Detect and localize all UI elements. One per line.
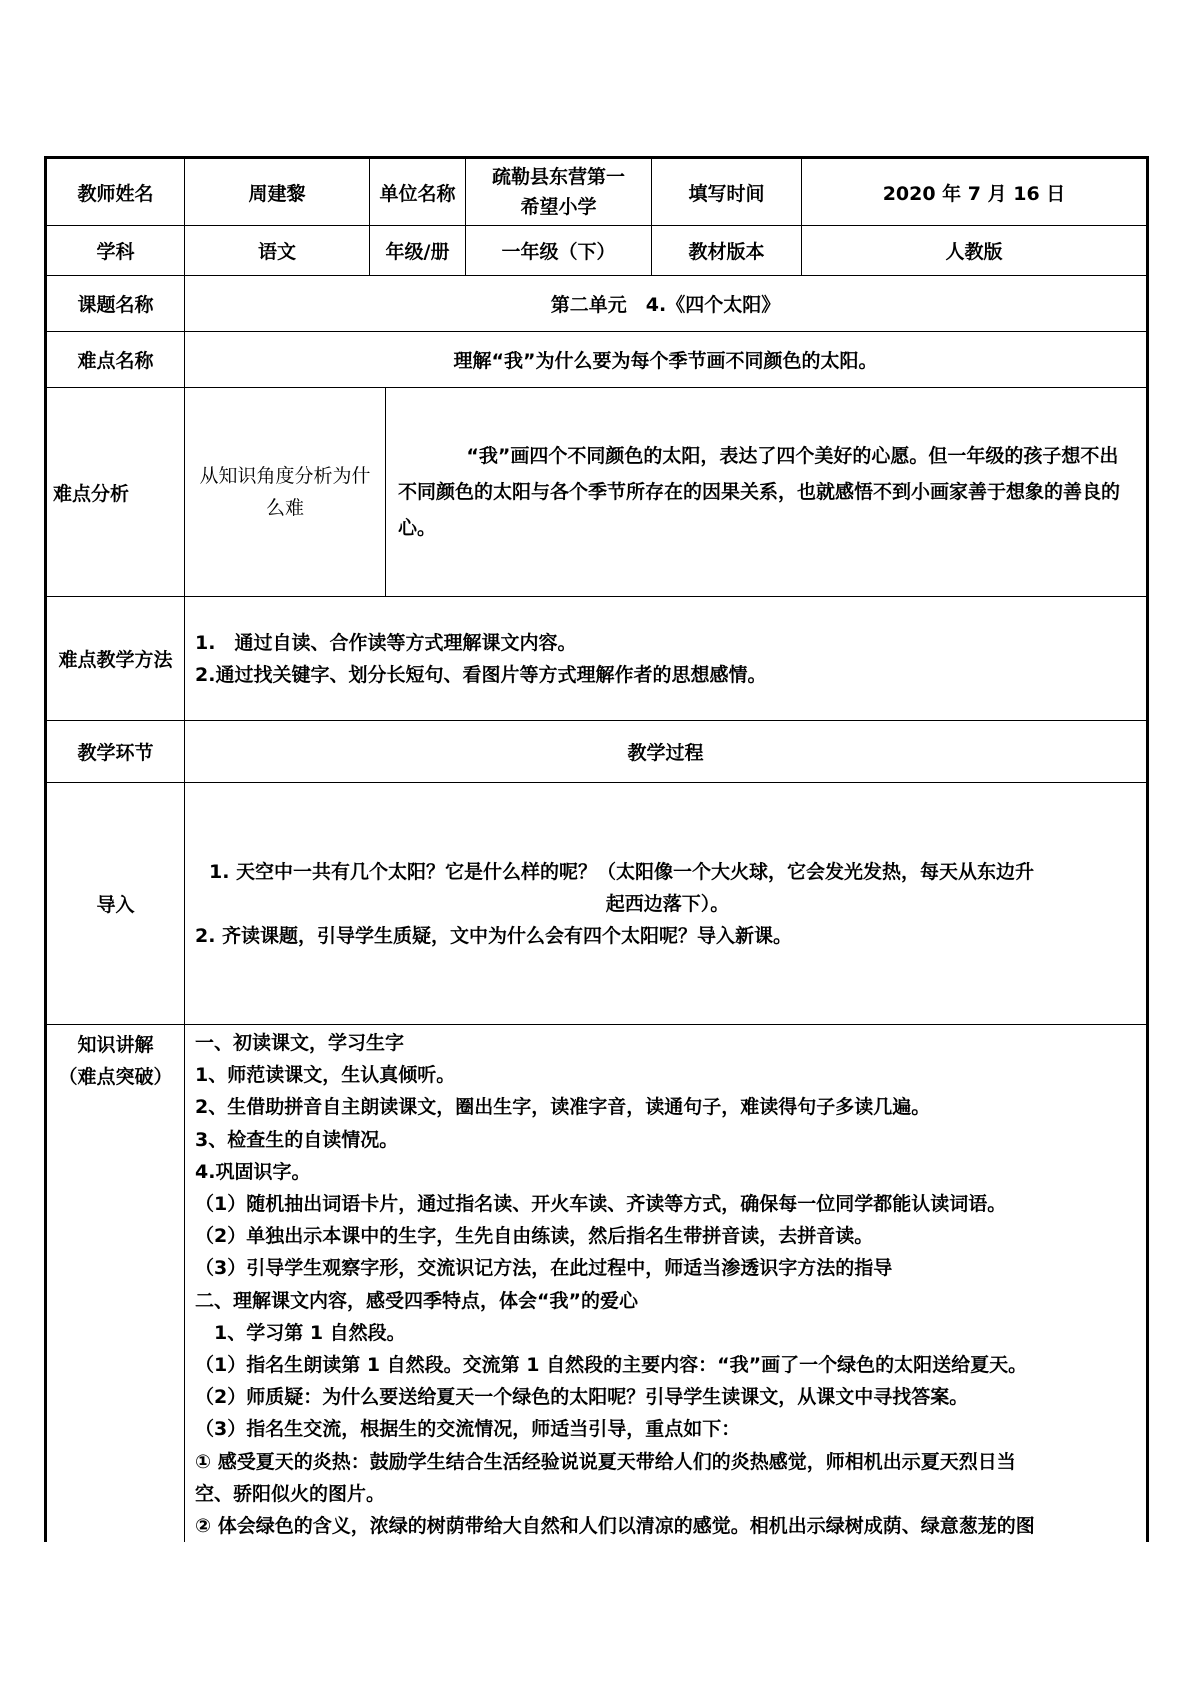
knowledge-line: 一、初读课文，学习生字 (195, 1032, 405, 1054)
edition-label: 教材版本 (652, 226, 802, 276)
knowledge-line: 2、生借助拼音自主朗读课文，圈出生字，读准字音，读通句子，难读得句子多读几遍。 (195, 1096, 931, 1119)
process-stage-label: 教学环节 (46, 721, 185, 783)
topic-label: 课题名称 (46, 276, 185, 332)
knowledge-line: 空、骄阳似火的图片。 (195, 1482, 386, 1505)
analysis-text-box (386, 388, 1146, 596)
difficulty-label: 难点名称 (46, 332, 185, 388)
grade-label: 年级/册 (370, 226, 466, 276)
knowledge-label-line-2: （难点突破） (58, 1066, 173, 1088)
analysis-cell (185, 388, 1148, 597)
unit-name-value: 疏勒县东营第一希望小学 (466, 158, 652, 226)
method-cell (185, 597, 1148, 721)
knowledge-line: （3）引导学生观察字形，交流识记方法，在此过程中，师适当渗透识字方法的指导 (195, 1257, 893, 1280)
knowledge-line: （3）指名生交流，根据生的交流情况，师适当引导，重点如下： (195, 1418, 741, 1441)
teacher-name-label: 教师姓名 (46, 158, 185, 226)
fill-date-value: 2020 年 7 月 16 日 (802, 158, 1148, 226)
knowledge-line: （2）师质疑：为什么要送给夏天一个绿色的太阳呢？引导学生读课文，从课文中寻找答案。 (195, 1386, 969, 1409)
knowledge-line: ② 体会绿色的含义，浓绿的树荫带给大自然和人们以清凉的感觉。相机出示绿树成荫、绿意葱茏的图 (195, 1515, 1035, 1538)
lesson-plan-sheet (44, 156, 1146, 1542)
knowledge-line: 1、学习第 1 自然段。 (195, 1321, 406, 1344)
knowledge-line: （2）单独出示本课中的生字，生先自由练读，然后指名生带拼音读，去拼音读。 (195, 1225, 874, 1248)
knowledge-label-cell (46, 1025, 185, 1543)
topic-value: 第二单元 4.《四个太阳》 (185, 276, 1148, 332)
knowledge-line: 4.巩固识字。 (195, 1160, 311, 1183)
analysis-sub-label: 从知识角度分析为什么难 (185, 388, 386, 596)
method-line: 2.通过找关键字、划分长短句、看图片等方式理解作者的思想感情。 (195, 663, 767, 686)
analysis-text: “我”画四个不同颜色的太阳，表达了四个美好的心愿。但一年级的孩子想不出不同颜色的太阳与各个季节所存在的因果关系，也就感悟不到小画家善于想象的善良的心。 (398, 445, 1121, 539)
knowledge-line: 1、师范读课文，生认真倾听。 (195, 1064, 456, 1087)
intro-cell (185, 783, 1148, 1025)
intro-label: 导入 (46, 783, 185, 1025)
method-label: 难点教学方法 (46, 597, 185, 721)
analysis-wrap (185, 388, 1146, 596)
edition-value: 人教版 (802, 226, 1148, 276)
subject-label: 学科 (46, 226, 185, 276)
knowledge-line: （1）随机抽出词语卡片，通过指名读、开火车读、齐读等方式，确保每一位同学都能认读词语。 (195, 1193, 1007, 1216)
difficulty-value: 理解“我”为什么要为每个季节画不同颜色的太阳。 (185, 332, 1148, 388)
knowledge-cell (185, 1025, 1148, 1543)
unit-name-label: 单位名称 (370, 158, 466, 226)
grade-value: 一年级（下） (466, 226, 652, 276)
knowledge-line: （1）指名生朗读第 1 自然段。交流第 1 自然段的主要内容：“我”画了一个绿色的太阳送给夏天。 (195, 1354, 1028, 1377)
method-line: 1. 通过自读、合作读等方式理解课文内容。 (195, 631, 577, 654)
analysis-label: 难点分析 (46, 388, 185, 597)
intro-line-1b: 起西边落下）。 (605, 892, 730, 915)
fill-date-label: 填写时间 (652, 158, 802, 226)
teacher-name-value: 周建黎 (185, 158, 370, 226)
knowledge-line: 二、理解课文内容，感受四季特点，体会“我”的爱心 (195, 1289, 638, 1312)
intro-line-1: 1. 天空中一共有几个太阳？它是什么样的呢？（太阳像一个大火球，它会发光发热，每天从东边升 (209, 860, 1035, 883)
lesson-plan-table (44, 156, 1149, 1542)
knowledge-label-line-1: 知识讲解 (77, 1034, 154, 1056)
knowledge-line: 3、检查生的自读情况。 (195, 1128, 399, 1151)
knowledge-line: ① 感受夏天的炎热：鼓励学生结合生活经验说说夏天带给人们的炎热感觉，师相机出示夏天烈日当 (195, 1450, 1016, 1473)
intro-line-2: 2. 齐读课题，引导学生质疑，文中为什么会有四个太阳呢？导入新课。 (195, 924, 793, 947)
process-header-value: 教学过程 (185, 721, 1148, 783)
subject-value: 语文 (185, 226, 370, 276)
